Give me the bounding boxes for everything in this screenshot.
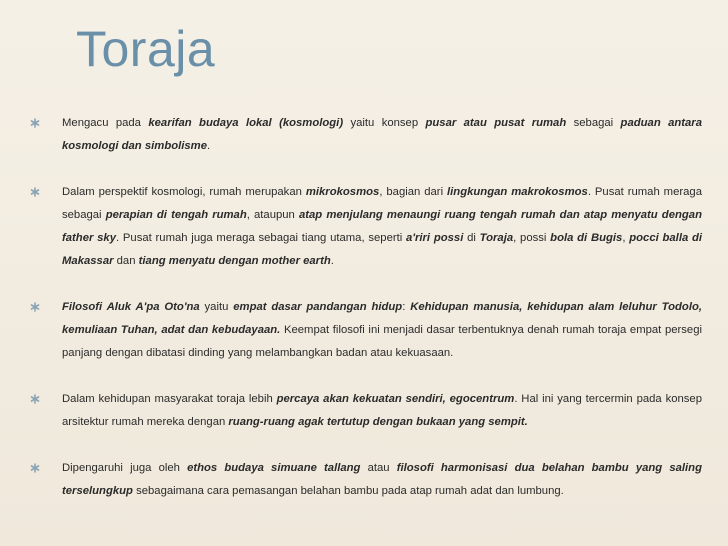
bullet-text: [62, 457, 702, 503]
body-text: atau: [360, 462, 397, 474]
slide-title: Toraja: [76, 21, 216, 77]
emphasis-text: pusar atau pusat rumah: [425, 117, 567, 129]
body-text: sebagaimana cara pemasangan belahan bambu pada atap rumah adat dan lumbung.: [132, 485, 564, 497]
bullet-item: [30, 388, 702, 434]
emphasis-text: paduan antara kosmologi dan simbolisme: [62, 117, 702, 152]
emphasis-text: ethos budaya simuane tallang: [187, 462, 361, 474]
bullet-item: [30, 457, 702, 503]
bullet-list: [30, 112, 702, 503]
bullet-text: [62, 296, 702, 365]
emphasis-text: lingkungan makrokosmos: [447, 186, 588, 198]
emphasis-text: ruang-ruang agak tertutup dengan bukaan yang sempit.: [228, 416, 528, 428]
asterisk-bullet-icon: [30, 463, 40, 473]
body-text: .: [330, 255, 334, 267]
emphasis-text: Kehidupan manusia, kehidupan alam leluhur Todolo, kemuliaan Tuhan, adat dan kebudayaan.: [62, 301, 703, 336]
asterisk-bullet-icon: [30, 187, 40, 197]
body-text: yaitu konsep: [343, 117, 426, 129]
body-text: di: [463, 232, 480, 244]
bullet-text: [62, 112, 702, 158]
body-text: yaitu: [199, 301, 234, 313]
body-text: , ataupun: [246, 209, 299, 221]
emphasis-text: kearifan budaya lokal (kosmologi): [148, 117, 344, 129]
emphasis-text: atap menjulang menaungi ruang tengah rumah dan atap menyatu dengan father sky: [62, 209, 702, 244]
body-text: Dalam kehidupan masyarakat toraja lebih: [62, 393, 277, 405]
emphasis-text: pocci balla di Makassar: [62, 232, 703, 267]
body-text: . Pusat rumah meraga sebagai: [62, 186, 702, 221]
body-text: dan: [113, 255, 139, 267]
bullet-item: [30, 181, 702, 273]
bullet-text: [62, 388, 702, 434]
emphasis-text: Toraja: [479, 232, 514, 244]
body-text: . Pusat rumah juga meraga sebagai tiang utama, seperti: [116, 232, 407, 244]
bullet-text: [62, 181, 702, 273]
asterisk-bullet-icon: [30, 302, 40, 312]
body-text: Mengacu pada: [62, 117, 149, 129]
emphasis-text: perapian di tengah rumah: [105, 209, 247, 221]
emphasis-text: percaya akan kekuatan sendiri, egocentrum: [276, 393, 515, 405]
body-text: .: [207, 140, 211, 152]
body-text: Dipengaruhi juga oleh: [62, 462, 188, 474]
emphasis-text: filosofi harmonisasi dua belahan bambu yang saling terselungkup: [62, 462, 702, 497]
body-text: Dalam perspektif kosmologi, rumah merupakan: [62, 186, 306, 198]
bullet-item: [30, 112, 702, 158]
asterisk-bullet-icon: [30, 118, 40, 128]
body-text: . Hal ini yang tercermin pada konsep arsitektur rumah mereka dengan: [62, 393, 702, 428]
body-text: ,: [622, 232, 630, 244]
body-text: , possi: [513, 232, 551, 244]
emphasis-text: empat dasar pandangan hidup: [233, 301, 403, 313]
body-text: sebagai: [566, 117, 621, 129]
body-text: :: [402, 301, 411, 313]
bullet-item: [30, 296, 702, 365]
asterisk-bullet-icon: [30, 394, 40, 404]
emphasis-text: tiang menyatu dengan mother earth: [138, 255, 331, 267]
body-text: , bagian dari: [379, 186, 448, 198]
emphasis-text: bola di Bugis: [550, 232, 623, 244]
emphasis-text: a'riri possi: [406, 232, 464, 244]
emphasis-text: mikrokosmos: [305, 186, 380, 198]
emphasis-text: Filosofi Aluk A'pa Oto'na: [62, 301, 200, 313]
body-text: Keempat filosofi ini menjadi dasar terbentuknya denah rumah toraja empat persegi panjang dengan dibatasi dinding yang melambangkan badan atau kekuasaan.: [62, 324, 702, 359]
